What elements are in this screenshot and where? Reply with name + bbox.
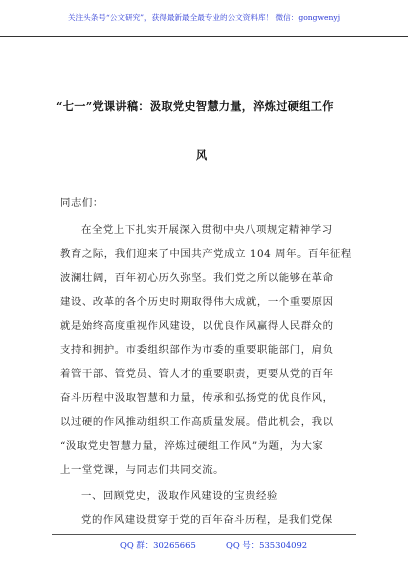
document-title-line2: 风 (196, 148, 208, 162)
paragraph-line: 在全党上下扎实开展深入贯彻中央八项规定精神学习 (81, 224, 333, 236)
section-heading: 一、回顾党史，汲取作风建设的宝贵经验 (81, 490, 278, 502)
paragraph-line: 以过硬的作风推动组织工作高质量发展。借此机会，我以 (60, 416, 334, 428)
footer-divider (52, 534, 356, 535)
paragraph-line: 着管干部、管党员、管人才的重要职责，更要从党的百年 (60, 368, 334, 380)
paragraph-line: 波澜壮阔，百年初心历久弥坚。我们党之所以能够在革命 (60, 272, 334, 284)
footer-qq-group: QQ 群：30265665 (120, 540, 196, 550)
paragraph-line: 建设、改革的各个历史时期取得伟大成就，一个重要原因 (60, 296, 334, 308)
paragraph-line: 支持和拥护。市委组织部作为市委的重要职能部门，肩负 (60, 344, 334, 356)
header-notice: 关注头条号“公文研究”，获得最新最全最专业的公文资料库！ 微信：gongwenyj (67, 13, 341, 22)
paragraph-line: “汲取党史智慧力量，淬炼过硬组工作风”为题，为大家 (60, 440, 324, 452)
footer-qq-number: QQ 号：535304092 (226, 540, 308, 550)
paragraph-line: 奋斗历程中汲取智慧和力量，传承和弘扬党的优良作风， (60, 392, 334, 404)
paragraph-line: 党的作风建设贯穿于党的百年奋斗历程，是我们党保 (81, 514, 333, 526)
paragraph-line: 教育之际，我们迎来了中国共产党成立 104 周年。百年征程 (60, 248, 352, 260)
paragraph-line: 就是始终高度重视作风建设，以优良作风赢得人民群众的 (60, 320, 334, 332)
paragraph-line: 上一堂党课，与同志们共同交流。 (60, 464, 225, 476)
salutation: 同志们： (60, 197, 104, 209)
document-title-line1: “七一”党课讲稿：汲取党史智慧力量，淬炼过硬组工作 (56, 99, 334, 113)
